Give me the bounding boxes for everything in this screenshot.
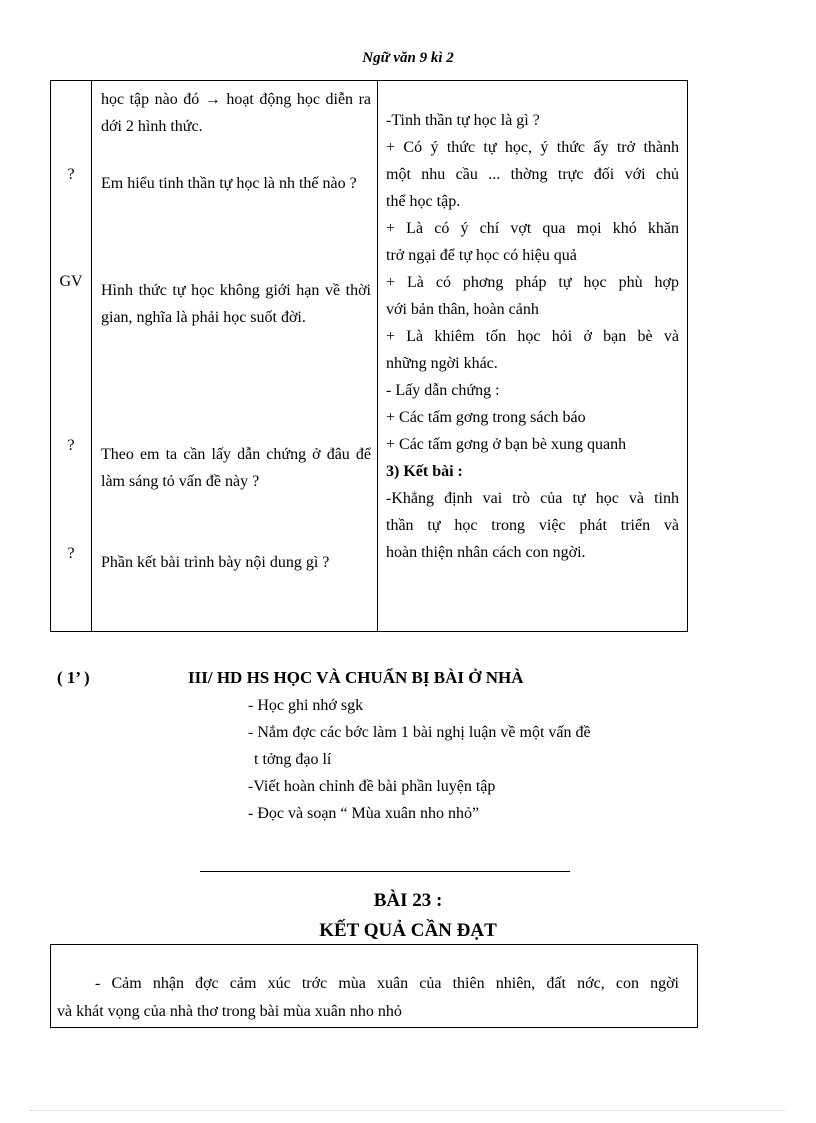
lesson-number: BÀI 23 : [373,890,443,911]
question-marker: ? [67,437,75,454]
teacher-question: Theo em ta cần lấy dẫn chứng ở đâu để làm sáng tỏ vấn đề này ? [101,446,371,490]
lesson-heading: KẾT QUẢ CẦN ĐẠT [319,920,497,941]
objectives-text [57,970,679,1026]
content-subheading: 3) Kết bài : [386,463,463,480]
list-item: - Đọc và soạn “ Mùa xuân nho nhỏ” [248,805,480,822]
separator-line [200,871,570,872]
list-item: -Viết hoàn chỉnh đề bài phần luyện tập [248,778,496,795]
section-title: III/ HD HS HỌC VÀ CHUẨN BỊ BÀI Ở NHÀ [188,668,524,687]
content-line: trở ngại để tự học có hiệu quả [386,247,577,264]
content-line: + Các tấm gơng ở bạn bè xung quanh [386,436,627,453]
content-line: thể học tập. [386,193,461,210]
question-marker: ? [67,166,75,183]
content-line: + Là có ý chí vợt qua mọi khó khăn [386,220,679,237]
question-marker: ? [67,545,75,562]
teacher-question: Em hiểu tinh thần tự học là nh thế nào ? [101,175,357,192]
content-line: + Là khiêm tốn học hỏi ở bạn bè và [386,328,679,345]
content-line: + Có ý thức tự học, ý thức ấy trở thành [386,139,679,156]
teacher-marker: GV [59,273,83,290]
homework-list [248,692,591,827]
content-line: những ngời khác. [386,355,498,372]
content-line: + Là có phơng pháp tự học phù hợp [386,274,679,291]
page-header: Ngữ văn 9 kì 2 [362,50,454,66]
teacher-activity-text: học tập nào đó → hoạt động học diễn ra dới 2 hình thức. [101,91,371,135]
content-line: -Khẳng định vai trò của tự học và tinh [386,490,679,507]
objectives-line: - Cảm nhận đợc cảm xúc trớc mùa xuân của thiên nhiên, đất nớc, con ngời [95,975,679,992]
content-line: thần tự học trong việc phát triển và [386,517,679,534]
list-item: - Học ghi nhớ sgk [248,697,364,714]
content-column [386,107,679,566]
table-divider [377,80,378,632]
list-item: t tởng đạo lí [254,751,332,768]
content-line: với bản thân, hoàn cảnh [386,301,539,318]
objectives-line: và khát vọng của nhà thơ trong bài mùa xuân nho nhỏ [57,1003,402,1020]
content-line: - Lấy dẫn chứng : [386,382,500,399]
section-time: ( 1’ ) [57,668,90,687]
list-item: - Nắm đợc các bớc làm 1 bài nghị luận về một vấn đề [248,724,591,741]
teacher-note: Hình thức tự học không giới hạn về thời gian, nghĩa là phải học suốt đời. [101,282,371,326]
teacher-question: Phần kết bài trình bày nội dung gì ? [101,554,330,571]
content-line: -Tinh thần tự học là gì ? [386,112,540,129]
content-line: + Các tấm gơng trong sách báo [386,409,586,426]
content-line: một nhu cầu ... thờng trực đối với chủ [386,166,679,183]
page-footer-line [30,1110,786,1111]
content-line: hoàn thiện nhân cách con ngời. [386,544,586,561]
